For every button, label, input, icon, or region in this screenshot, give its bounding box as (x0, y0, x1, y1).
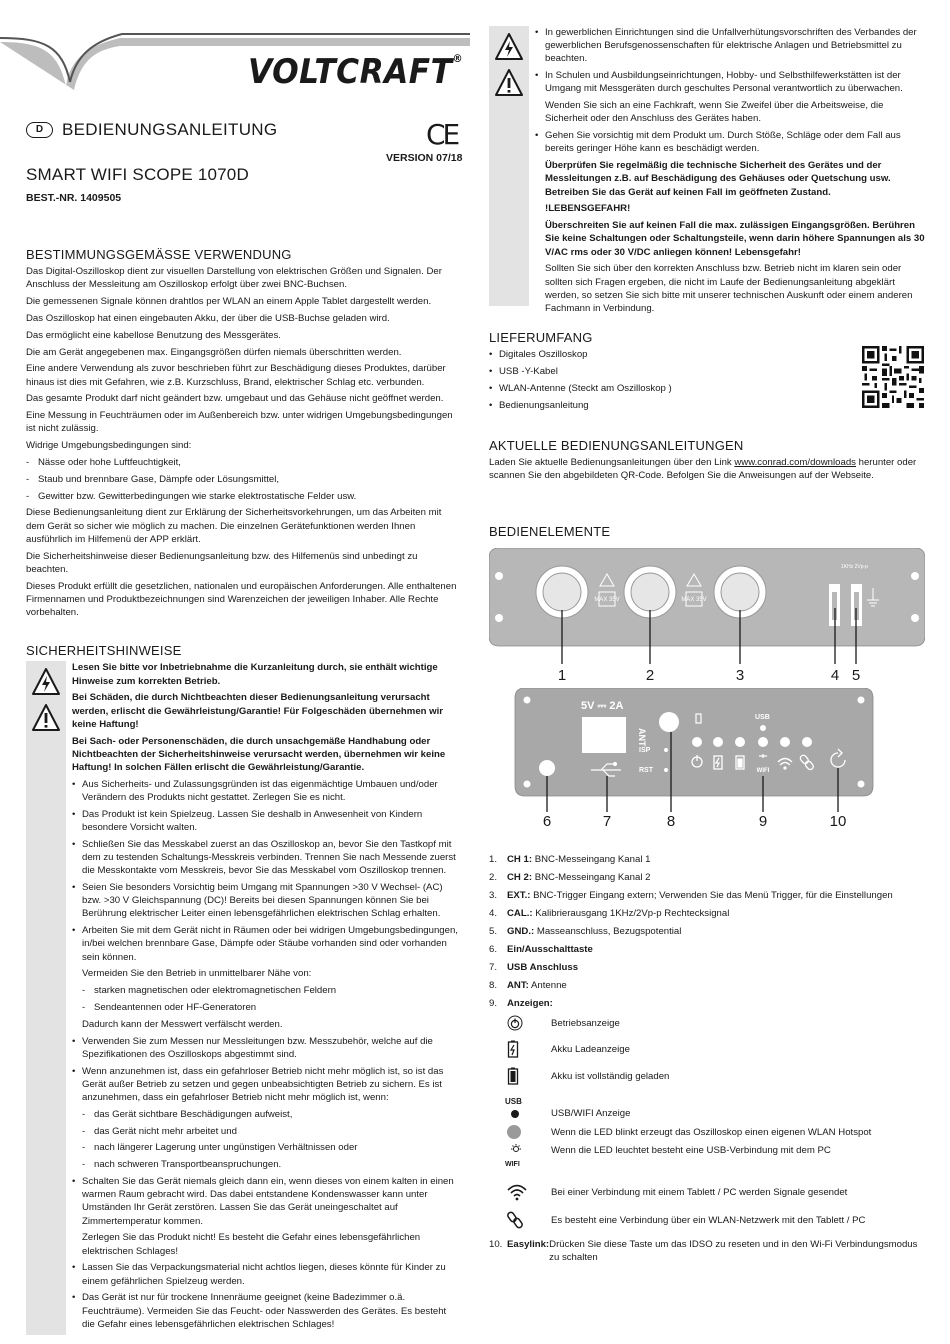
controls-heading: BEDIENELEMENTE (489, 524, 611, 539)
doc-type-title: BEDIENUNGSANLEITUNG (62, 120, 278, 139)
safety-warning-box (26, 661, 460, 1334)
callout-3: 3 (735, 667, 745, 684)
list-item: • Das Produkt ist kein Spielzeug. Lassen Sie deshalb in Anwesenheit von Kindern besondere Vorsicht walten. (72, 808, 460, 834)
front-panel-diagram (489, 548, 925, 688)
manuals-para: Laden Sie aktuelle Bedienungsanleitungen über den Link www.conrad.com/downloads herunter oder scannen Sie den abgebildeten QR-Code. Befolgen Sie die Anweisungen auf der Webseite. (489, 457, 917, 482)
list-item: - Gewitter bzw. Gewitterbedingungen wie starke elektrostatische Felder usw. (26, 490, 460, 503)
link-icon (507, 1211, 523, 1229)
list-item: - Sendeantennen oder HF-Generatoren (82, 1001, 460, 1014)
scope-heading: LIEFERUMFANG (489, 330, 593, 345)
safety-list (535, 129, 925, 155)
safety-bold-para: Bei Sach- oder Personenschäden, die durch unsachgemäße Handhabung oder Nichtbeachten der Sicherheitshinweise verursacht werden, übernehmen wir keine Haftung! In solchen Fällen erlischt die Gewährleistung/Garantie. (72, 735, 446, 773)
list-item: 9. Anzeigen: (489, 998, 553, 1009)
rear-panel-diagram (489, 688, 925, 834)
intended-use-para: Das ermöglicht eine kabellose Benutzung des Messgerätes. (26, 329, 281, 341)
intended-use-para: Das Oszilloskop hat einen eingebauten Akku, der über die USB-Buchse geladen wird. (26, 313, 390, 324)
intended-use-para: Die am Gerät angegebenen max. Eingangsgrößen dürfen niemals überschritten werden. (26, 346, 402, 358)
usb-led (760, 725, 766, 731)
avoid-outro: Dadurch kann der Messwert verfälscht werden. (82, 1018, 283, 1030)
power-icon (507, 1015, 523, 1031)
list-item: • Schließen Sie das Messkabel zuerst an das Oszilloskop an, bevor Sie den Tastkopf mit dem zu testenden Schaltungs-Messkreis verbinden. Trennen Sie nach Messende zuerst die Messkontakte vom Messkreis, bevor Sie das Messkabel vom Oszilloskop trennen. (72, 838, 460, 878)
list-item: • Arbeiten Sie mit dem Gerät nicht in Räumen oder bei widrigen Umgebungsbedingungen, in/bei welchen brennbare Gase, Dämpfe oder Stäube vorhanden sind oder vorhanden sein können. (72, 924, 460, 964)
power-led (539, 760, 555, 776)
indicator-row: Bei einer Verbindung mit einem Tablett / PC werden Signale gesendet (489, 1183, 925, 1205)
list-item: 3. EXT.: BNC-Trigger Eingang extern; Verwenden Sie das Menü Trigger, für die Einstellungen (489, 890, 893, 901)
controls-heading-wrap (489, 525, 925, 542)
manuals-heading: AKTUELLE BEDIENUNGSANLEITUNGEN (489, 438, 744, 453)
list-item: 7. USB Anschluss (489, 962, 579, 973)
indicator-row: USB USB/WIFI Anzeige (505, 1096, 631, 1119)
callout-6: 6 (542, 813, 552, 830)
brand-logo: VOLTCRAFT® (248, 52, 464, 92)
list-item: • WLAN-Antenne (Steckt am Oszilloskop ) (489, 382, 925, 395)
blinking-led-icon (507, 1125, 521, 1139)
safety-para: Zerlegen Sie das Produkt nicht! Es besteht die Gefahr eines lebensgefährlichen elektrischen Schlages! (82, 1232, 421, 1257)
order-number: BEST.-NR. 1409505 (26, 192, 122, 204)
list-item: - nach längerer Lagerung unter ungünstigen Verhältnissen oder (82, 1141, 460, 1154)
list-item: • Lassen Sie das Verpackungsmaterial nicht achtlos liegen, dieses könnte für Kinder zu einem gefährlichen Spielzeug werden. (72, 1261, 460, 1287)
manuals-section (489, 439, 925, 486)
list-item: 8. ANT: Antenne (489, 980, 567, 991)
safety-bold-para: !LEBENSGEFAHR! (545, 203, 631, 215)
list-item: - das Gerät sichtbare Beschädigungen aufweist, (82, 1108, 460, 1121)
list-item: 1. CH 1: BNC-Messeingang Kanal 1 (489, 854, 651, 865)
list-item: • Gehen Sie vorsichtig mit dem Produkt um. Durch Stöße, Schläge oder dem Fall aus bereits geringer Höhe kann es beschädigt werden. (535, 129, 925, 155)
intended-use-heading: BESTIMMUNGSGEMÄSSE VERWENDUNG (26, 247, 292, 262)
warning-icon (31, 703, 61, 733)
safety-list (72, 778, 460, 964)
safety-warning-box-continued (489, 26, 925, 319)
electric-hazard-icon (31, 667, 61, 697)
left-column (26, 248, 460, 1335)
intended-use-para: Diese Bedienungsanleitung dient zur Erklärung der Sicherheitsvorkehrungen, um das Arbeiten mit dem Gerät so sicher wie möglich zu machen. Die einzelnen Gerätefunktionen werden Ihnen ausführlich im Hilfemenü der APP erklärt. (26, 507, 442, 545)
list-item: - starken magnetischen oder elektromagnetischen Feldern (82, 984, 460, 997)
electric-hazard-icon (494, 32, 524, 62)
list-item: • Schalten Sie das Gerät niemals gleich dann ein, wenn dieses von einem kalten in einen warmen Raum gebracht wird. Das dabei entstandene Kondenswasser kann unter Umständen Ihr Gerät zerstören. Lassen Sie das Gerät uneingeschaltet auf Zimmertemperatur kommen. (72, 1175, 460, 1228)
usb-port (582, 717, 626, 753)
ant-label: ANT (637, 728, 647, 747)
list-item: 10. Easylink: Drücken Sie diese Taste um das IDSO zu reseten und in den Wi-Fi Verbindungsmodus zu schalten (489, 1238, 918, 1264)
controls-list (489, 853, 925, 1269)
wifi-led-label: WIFI (505, 1161, 520, 1169)
intended-use-para: Die gemessenen Signale können drahtlos per WLAN an einem Apple Tablet dargestellt werden. (26, 296, 432, 308)
callout-9: 9 (758, 813, 768, 830)
callout-8: 8 (666, 813, 676, 830)
intended-use-para: Eine Messung in Feuchträumen oder im Außenbereich bzw. unter widrigen Umgebungsbedingungen ist nicht zulässig. (26, 410, 453, 435)
list-item: • Digitales Oszilloskop (489, 348, 925, 361)
usb-led-label: USB (505, 1096, 522, 1106)
safety-bold-para: Überprüfen Sie regelmäßig die technische Sicherheit des Gerätes und der Messleitungen z.B. auf Beschädigung des Gehäuses oder Quetschung usw. Betreiben Sie das Gerät auf keinen Fall im geöffneten Zustand. (545, 160, 891, 198)
safety-heading: SICHERHEITSHINWEISE (26, 643, 182, 659)
indicator-row: WIFI Wenn die LED leuchtet besteht eine USB-Verbindung mit dem PC (489, 1144, 925, 1171)
list-item: 6. Ein/Ausschalttaste (489, 944, 593, 955)
right-column (489, 26, 925, 319)
list-item: - Staub und brennbare Gase, Dämpfe oder Lösungsmittel, (26, 473, 460, 486)
max-voltage-label: MAX 35V (681, 597, 707, 603)
battery-full-icon (507, 1067, 519, 1085)
list-item: • Aus Sicherheits- und Zulassungsgründen ist das eigenmächtige Umbauen und/oder Verändern des Produkts nicht gestattet. Zerlegen Sie es nicht. (72, 778, 460, 804)
avoid-intro: Vermeiden Sie den Betrieb in unmittelbarer Nähe von: (82, 968, 312, 980)
usb-wifi-led-icon (505, 1144, 527, 1154)
list-item: 2. CH 2: BNC-Messeingang Kanal 2 (489, 872, 651, 883)
language-badge: D (26, 122, 53, 138)
safety-bold-para: Bei Schäden, die durch Nichtbeachten dieser Bedienungsanleitung verursacht werden, erlischt die Gewährleistung/Garantie! Für Folgeschäden übernehmen wir keine Haftung! (72, 692, 444, 730)
safety-list (72, 1261, 460, 1331)
unsafe-list (72, 1108, 460, 1172)
intended-use-para: Das Digital-Oszilloskop dient zur visuellen Darstellung von elektrischen Größen und Signalen. Der Anschluss der Messleitung am Oszilloskop erfolgt über zwei BNC-Buchsen. (26, 266, 442, 291)
intended-use-para: Eine andere Verwendung als zuvor beschrieben führt zur Beschädigung dieses Produktes, darüber hinaus ist dies mit Gefahren, wie z.B. Kurzschluss, Brand, elektrischer Schlag etc. verbunden. (26, 363, 446, 388)
safety-list (535, 26, 925, 96)
list-item: • In gewerblichen Einrichtungen sind die Unfallverhütungsvorschriften des Verbandes der gewerblichen Berufsgenossenschaften für elektrische Anlagen und Betriebsmittel zu beachten. (535, 26, 925, 66)
warning-sidebar (489, 26, 529, 306)
list-item: 5. GND.: Masseanschluss, Bezugspotential (489, 926, 682, 937)
antenna-socket (659, 712, 679, 732)
list-item: • Seien Sie besonders Vorsichtig beim Umgang mit Spannungen >30 V Wechsel- (AC) bzw. >30 V Gleichspannung (DC)! Bereits bei diesen Spannungen können Sie bei Berührung elektrischer Leiter einen lebensgefährlichen elektrischen Schlag erhalten. (72, 881, 460, 921)
safety-bold-para: Überschreiten Sie auf keinen Fall die max. zulässigen Eingangsgrößen. Berühren Sie keine Schaltungen oder Schaltungsteile, wenn darin höhere Spannungen als 30 V/AC rms oder 30 V/DC anliegen können! Lebensgefahr! (545, 220, 925, 258)
callout-7: 7 (602, 813, 612, 830)
downloads-link[interactable]: www.conrad.com/downloads (734, 457, 856, 469)
cal-spec-label: 1KHz 2Vp-p (841, 564, 868, 570)
scope-section (489, 331, 925, 415)
usb-led-icon (511, 1110, 519, 1118)
warning-icon (494, 68, 524, 98)
list-item: 4. CAL.: Kalibrierausgang 1KHz/2Vp-p Rechtecksignal (489, 908, 730, 919)
isp-label: ISP (639, 747, 651, 754)
indicator-row: Akku Ladeanzeige (489, 1040, 925, 1062)
battery-charging-icon (507, 1040, 519, 1058)
indicator-row: Akku ist vollständig geladen (489, 1067, 925, 1089)
indicator-row: Es besteht eine Verbindung über ein WLAN-Netzwerk mit den Tablett / PC (489, 1211, 925, 1233)
list-item: • In Schulen und Ausbildungseinrichtungen, Hobby- und Selbsthilfewerkstätten ist der Umgang mit Messgeräten durch geschultes Personal verantwortlich zu überwachen. (535, 69, 925, 95)
list-item: • Wenn anzunehmen ist, dass ein gefahrloser Betrieb nicht mehr möglich ist, so ist das Gerät außer Betrieb zu setzen und gegen unbeabsichtigten Betrieb zu sichern. Es ist anzunehmen, dass ein gefahrloser Betrieb nicht mehr möglich ist, wenn: (72, 1065, 460, 1105)
callout-1: 1 (557, 667, 567, 684)
list-item: • USB -Y-Kabel (489, 365, 925, 378)
wifi-led-label: WIFI (756, 768, 770, 774)
callout-5: 5 (851, 667, 861, 684)
intended-use-para: Die Sicherheitshinweise dieser Bedienungsanleitung bzw. des Hilfemenüs sind unbedingt zu beachten. (26, 550, 418, 575)
warning-text (529, 26, 925, 319)
power-spec-label: 5V ⎓ 2A (581, 700, 624, 712)
safety-bold-para: Lesen Sie bitte vor Inbetriebnahme die Kurzanleitung durch, sie enthält wichtige Hinweise zum korrekten Betrieb. (72, 662, 438, 687)
rst-label: RST (639, 767, 653, 774)
list-item: - das Gerät nicht mehr arbeitet und (82, 1125, 460, 1138)
conditions-list (26, 456, 460, 503)
list-item: - Nässe oder hohe Luftfeuchtigkeit, (26, 456, 460, 469)
safety-list (72, 1035, 460, 1105)
ce-mark: CE (426, 118, 458, 151)
callout-2: 2 (645, 667, 655, 684)
scope-list (489, 348, 925, 412)
callout-10: 10 (829, 813, 847, 830)
list-item: • Bedienungsanleitung (489, 399, 925, 412)
wifi-signal-icon (507, 1183, 527, 1201)
callout-4: 4 (830, 667, 840, 684)
avoid-list (72, 984, 460, 1014)
warning-sidebar (26, 661, 66, 1334)
list-item: • Das Gerät ist nur für trockene Innenräume geeignet (keine Badezimmer o.ä. Feuchträume). Vermeiden Sie das Feucht- oder Nasswerden des Gerätes. Es besteht die Gefahr eines lebensgefährlichen elektrischen Schlages! (72, 1291, 460, 1331)
intended-use-para: Das gesamte Produkt darf nicht geändert bzw. umgebaut und das Gehäuse nicht geöffnet werden. (26, 393, 444, 405)
list-item: - nach schweren Transportbeanspruchungen. (82, 1158, 460, 1171)
intended-use-para: Dieses Produkt erfüllt die gesetzlichen, nationalen und europäischen Anforderungen. Alle enthaltenen Firmennamen und Produktbezeichnungen sind Warenzeichen der jeweiligen Inhaber. Alle Rechte vorbehalten. (26, 580, 457, 618)
safety-list (72, 1175, 460, 1228)
safety-para: Wenden Sie sich an eine Fachkraft, wenn Sie Zweifel über die Arbeitsweise, die Sicherheit oder den Anschluss des Gerätes haben. (545, 100, 884, 125)
usb-led-label: USB (755, 714, 770, 721)
version-label: VERSION 07/18 (386, 152, 463, 164)
indicator-row: Wenn die LED blinkt erzeugt das Oszilloskop einen eigenen WLAN Hotspot (489, 1125, 925, 1139)
product-title: SMART WIFI SCOPE 1070D (26, 165, 249, 184)
max-voltage-label: MAX 35V (594, 597, 620, 603)
safety-para: Sollten Sie sich über den korrekten Anschluss bzw. Betrieb nicht im klaren sein oder sollten sich Fragen ergeben, die nicht im Laufe der Bedienungsanleitung abgeklärt werden, so setzen Sie sich bitte mit unserer technischen Auskunft oder einem anderen Fachmann in Verbindung. (545, 263, 913, 315)
intended-use-para: Widrige Umgebungsbedingungen sind: (26, 440, 192, 452)
warning-text (66, 661, 460, 1334)
indicator-row: Betriebsanzeige (489, 1015, 925, 1035)
qr-code-icon (862, 346, 924, 408)
list-item: • Verwenden Sie zum Messen nur Messleitungen bzw. Messzubehör, welche auf die Spezifikationen des Oszilloskops abgestimmt sind. (72, 1035, 460, 1061)
